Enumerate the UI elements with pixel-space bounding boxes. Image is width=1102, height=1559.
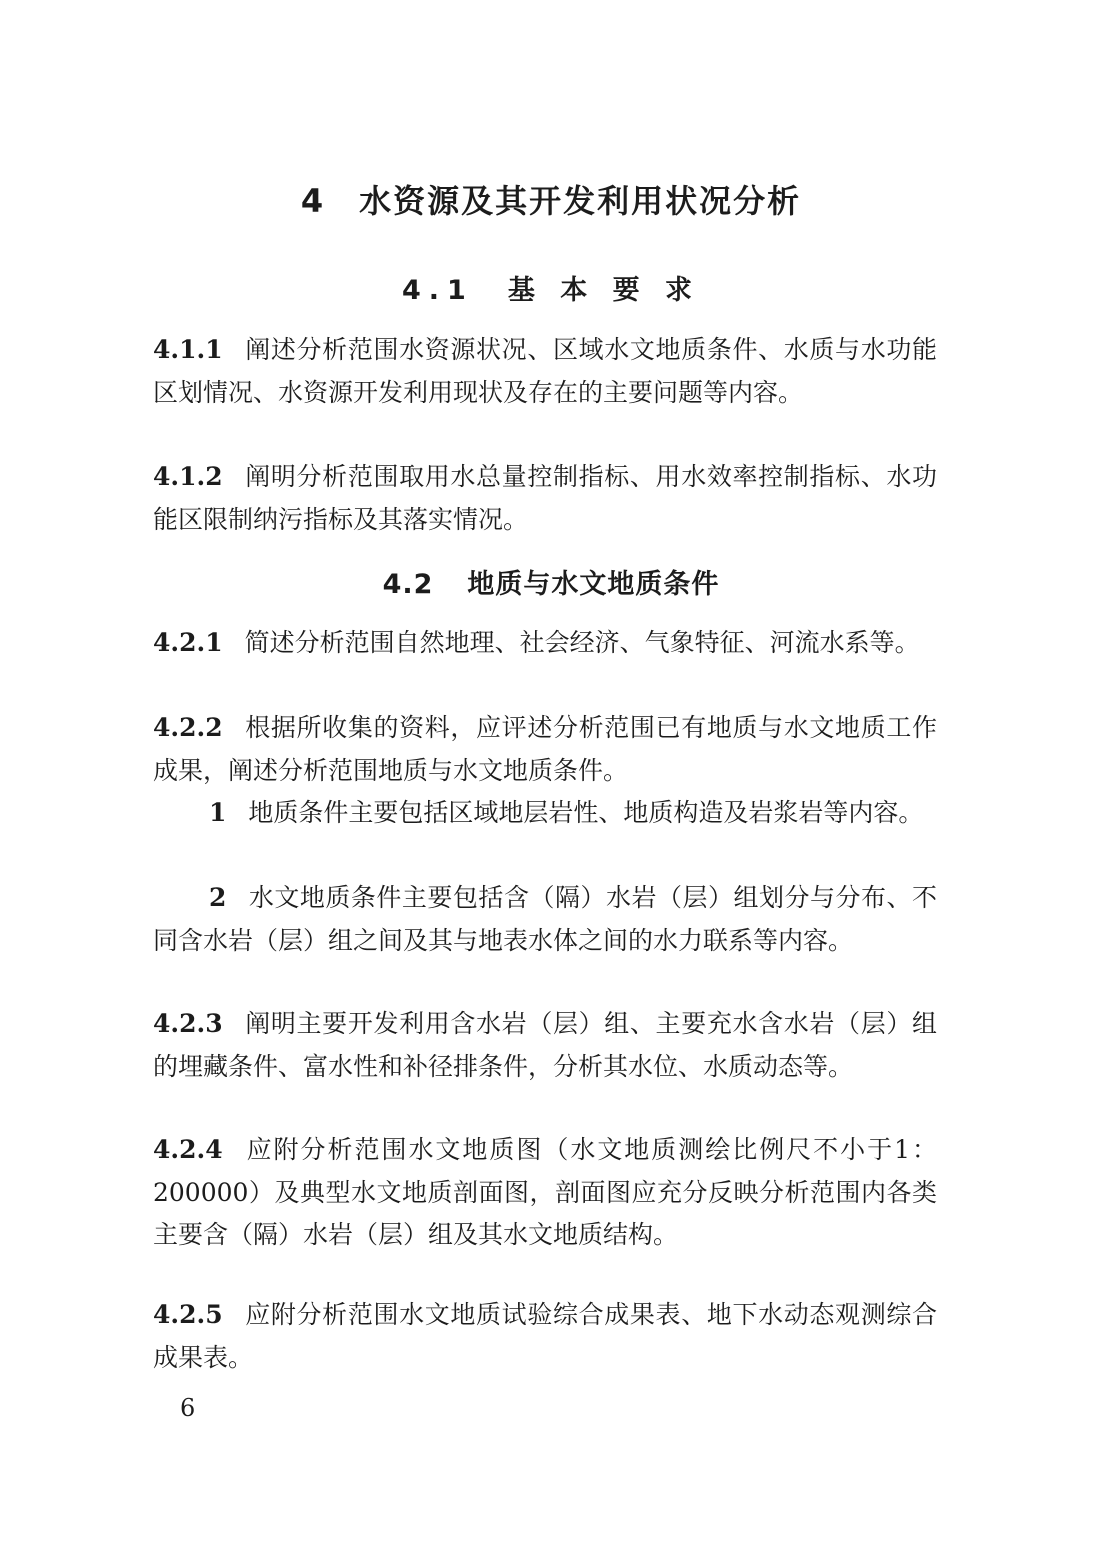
clause-number: 4.1.2 bbox=[153, 462, 223, 491]
item-2 bbox=[153, 877, 937, 962]
clause-text: 阐明主要开发利用含水岩（层）组、主要充水含水岩（层）组的埋藏条件、富水性和补径排条件，分析其水位、水质动态等。 bbox=[153, 1009, 937, 1081]
clause-text: 应附分析范围水文地质试验综合成果表、地下水动态观测综合成果表。 bbox=[153, 1300, 937, 1372]
clause-number: 4.2.5 bbox=[153, 1300, 223, 1329]
clause-number: 4.1.1 bbox=[153, 335, 223, 364]
clause-text: 根据所收集的资料，应评述分析范围已有地质与水文地质工作成果，阐述分析范围地质与水文地质条件。 bbox=[153, 713, 937, 785]
chapter-title bbox=[0, 176, 1102, 222]
clause-4-2-3 bbox=[153, 1003, 937, 1088]
clause-4-2-2 bbox=[153, 707, 937, 792]
clause-text: 简述分析范围自然地理、社会经济、气象特征、河流水系等。 bbox=[244, 628, 920, 657]
item-number: 2 bbox=[209, 883, 227, 912]
clause-4-2-4 bbox=[153, 1129, 937, 1257]
clause-number: 4.2.1 bbox=[153, 628, 223, 657]
item-1 bbox=[153, 792, 937, 835]
section-number: 4.2 bbox=[382, 569, 434, 600]
item-text: 水文地质条件主要包括含（隔）水岩（层）组划分与分布、不同含水岩（层）组之间及其与地表水体之间的水力联系等内容。 bbox=[153, 883, 937, 955]
item-text: 地质条件主要包括区域地层岩性、地质构造及岩浆岩等内容。 bbox=[248, 798, 924, 827]
clause-4-2-5 bbox=[153, 1294, 937, 1379]
clause-number: 4.2.3 bbox=[153, 1009, 223, 1038]
clause-number: 4.2.2 bbox=[153, 713, 223, 742]
section-title-text: 地质与水文地质条件 bbox=[467, 569, 720, 600]
section-title-4-2 bbox=[0, 562, 1102, 601]
clause-text: 应附分析范围水文地质图（水文地质测绘比例尺不小于1：200000）及典型水文地质剖面图，剖面图应充分反映分析范围内各类主要含（隔）水岩（层）组及其水文地质结构。 bbox=[153, 1135, 937, 1249]
chapter-number: 4 bbox=[300, 182, 326, 220]
page-number: 6 bbox=[180, 1394, 196, 1422]
clause-4-1-1 bbox=[153, 329, 937, 414]
clause-text: 阐述分析范围水资源状况、区域水文地质条件、水质与水功能区划情况、水资源开发利用现状及存在的主要问题等内容。 bbox=[153, 335, 937, 407]
section-title-text: 基 本 要 求 bbox=[507, 275, 701, 306]
clause-4-2-1 bbox=[153, 622, 937, 665]
clause-text: 阐明分析范围取用水总量控制指标、用水效率控制指标、水功能区限制纳污指标及其落实情况。 bbox=[153, 462, 937, 534]
chapter-title-text: 水资源及其开发利用状况分析 bbox=[359, 182, 802, 220]
clause-number: 4.2.4 bbox=[153, 1135, 223, 1164]
clause-4-1-2 bbox=[153, 456, 937, 541]
section-title-4-1 bbox=[0, 268, 1102, 307]
section-number: 4.1 bbox=[401, 275, 474, 306]
item-number: 1 bbox=[209, 798, 227, 827]
